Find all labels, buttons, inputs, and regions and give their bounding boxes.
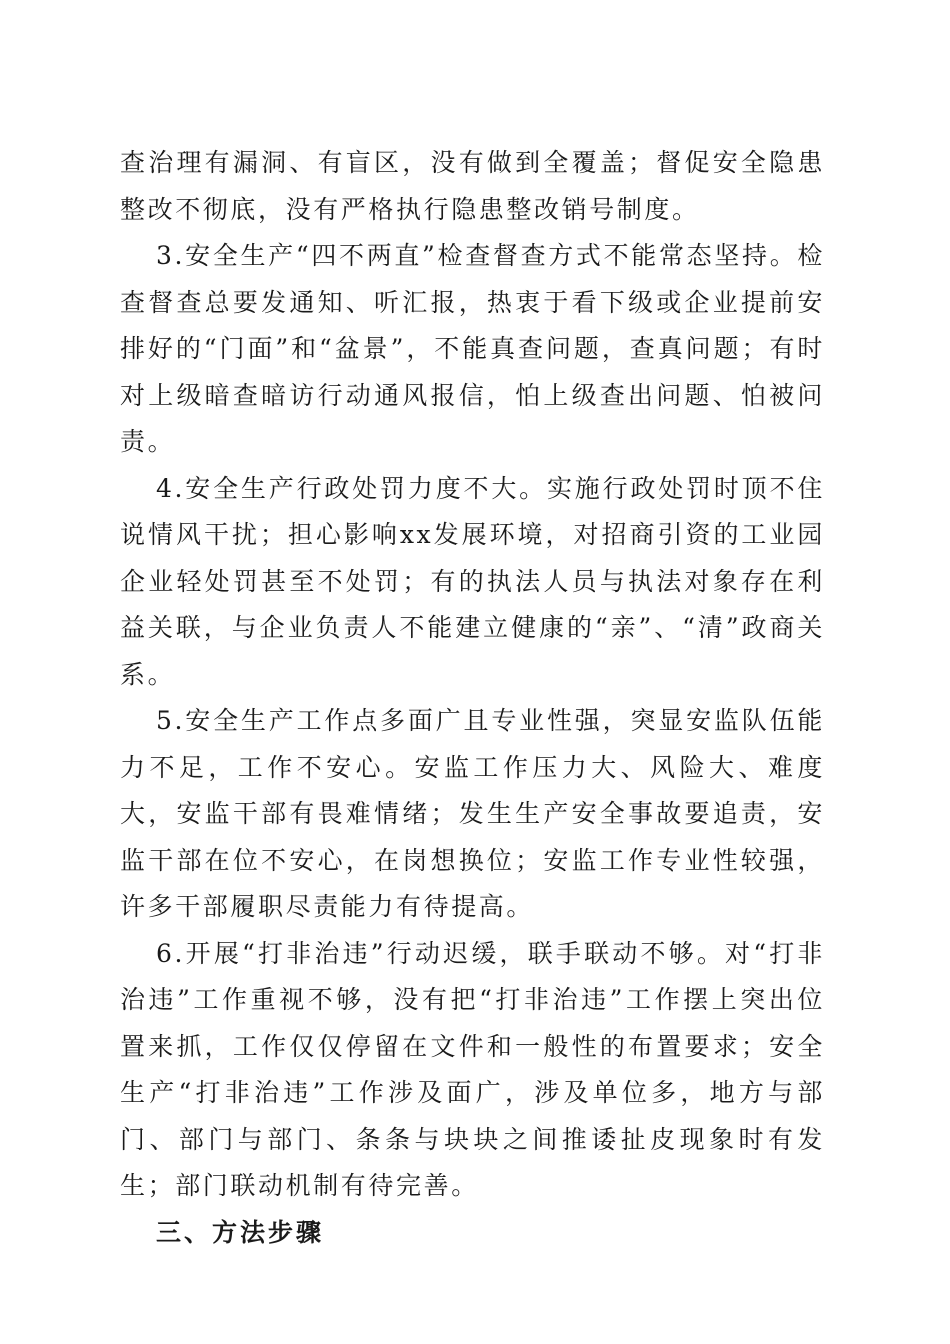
paragraph-item-4: 4.安全生产行政处罚力度不大。实施行政处罚时顶不住说情风干扰；担心影响xx发展环境，对招商引资的工业园企业轻处罚甚至不处罚；有的执法人员与执法对象存在利益关联，与企业负责人不能建立健康的“亲”、“清”政商关系。	[120, 473, 825, 689]
section-heading: 三、方法步骤	[156, 1217, 325, 1247]
paragraph-item-6: 6.开展“打非治违”行动迟缓，联手联动不够。对“打非治违”工作重视不够，没有把“打非治违”工作摆上突出位置来抓，工作仅仅停留在文件和一般性的布置要求；安全生产“打非治违”工作涉及面广，涉及单位多，地方与部门、部门与部门、条条与块块之间推诿扯皮现象时有发生；部门联动机制有待完善。	[120, 938, 825, 1200]
paragraph-item-5: 5.安全生产工作点多面广且专业性强，突显安监队伍能力不足，工作不安心。安监工作压力大、风险大、难度大，安监干部有畏难情绪；发生生产安全事故要追责，安监干部在位不安心，在岗想换位；安监工作专业性较强，许多干部履职尽责能力有待提高。	[120, 706, 825, 921]
paragraph-item-3: 3.安全生产“四不两直”检查督查方式不能常态坚持。检查督查总要发通知、听汇报，热衷于看下级或企业提前安排好的“门面”和“盆景”，不能真查问题，查真问题；有时对上级暗查暗访行动通风报信，怕上级查出问题、怕被问责。	[120, 241, 825, 456]
document-page	[120, 140, 825, 1256]
paragraph-continuation: 查治理有漏洞、有盲区，没有做到全覆盖；督促安全隐患整改不彻底，没有严格执行隐患整改销号制度。	[120, 148, 825, 224]
